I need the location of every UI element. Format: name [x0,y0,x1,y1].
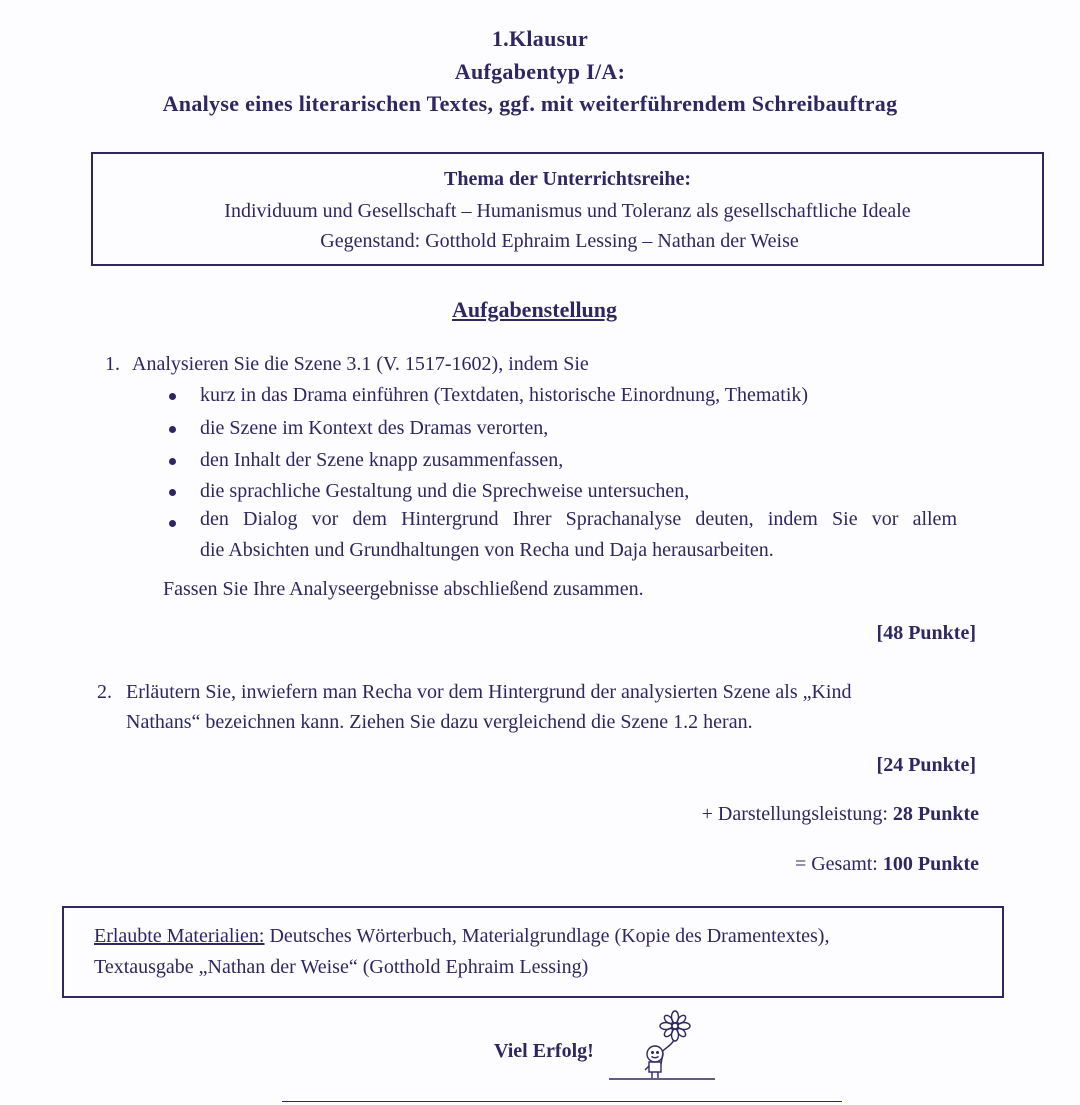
topic-heading: Thema der Unterrichtsreihe: [444,168,691,190]
closing-text: Viel Erfolg! [494,1040,594,1062]
flower-figure-icon [605,1008,725,1088]
bullet-icon [169,489,176,496]
total-score [795,853,979,876]
presentation-score [702,803,979,826]
presentation-value: 28 Punkte [892,803,979,825]
materials-box [62,906,1004,998]
bullet-icon [169,393,176,400]
task-type: Aufgabentyp I/A: [454,59,626,84]
materials-line-1 [94,925,829,948]
task1-bullet-3: den Inhalt der Szene knapp zusammenfassen, [200,449,564,471]
task1-bullet-5-continued: die Absichten und Grundhaltungen von Recha und Daja herausarbeiten. [200,539,774,561]
presentation-label: + Darstellungsleistung: [701,803,888,825]
materials-label: Erlaubte Materialien: [94,925,265,947]
task1-bullet-4: die sprachliche Gestaltung und die Sprechweise untersuchen, [200,480,690,502]
task1-number: 1. [105,353,120,375]
topic-line-2: Gegenstand: Gotthold Ephraim Lessing – Nathan der Weise [320,230,799,252]
total-label: = Gesamt: [794,853,878,875]
tasks-heading: Aufgabenstellung [452,297,618,322]
task2-points: [24 Punkte] [876,754,976,776]
topic-line-1: Individuum und Gesellschaft – Humanismus und Toleranz als gesellschaftliche Ideale [224,200,911,222]
task1-points: [48 Punkte] [876,622,976,644]
task1-bullet-1: kurz in das Drama einführen (Textdaten, historische Einordnung, Thematik) [200,384,809,406]
bullet-icon [169,458,176,465]
exam-title: 1.Klausur [491,26,589,51]
task2-number: 2. [97,681,112,703]
task-type-description: Analyse eines literarischen Textes, ggf. mit weiterführendem Schreibauftrag [162,91,898,116]
topic-box [91,152,1044,266]
task2-line-2: Nathans“ bezeichnen kann. Ziehen Sie dazu vergleichend die Szene 1.2 heran. [126,711,753,733]
task1-bullet-2: die Szene im Kontext des Dramas verorten, [200,417,549,439]
bottom-rule [282,1101,842,1102]
task2-line-1: Erläutern Sie, inwiefern man Recha vor dem Hintergrund der analysierten Szene als „Kind [126,681,852,703]
materials-list: Deutsches Wörterbuch, Materialgrundlage (Kopie des Dramentextes), [264,925,830,947]
bullet-icon [169,520,176,527]
task1-bullet-5: den Dialog vor dem Hintergrund Ihrer Sprachanalyse deuten, indem Sie vor allem [200,508,957,530]
task1-intro: Analysieren Sie die Szene 3.1 (V. 1517-1602), indem Sie [132,353,589,375]
task1-summary: Fassen Sie Ihre Analyseergebnisse abschließend zusammen. [163,578,644,600]
materials-line-2: Textausgabe „Nathan der Weise“ (Gotthold Ephraim Lessing) [94,956,589,978]
total-value: 100 Punkte [882,853,979,875]
bullet-icon [169,426,176,433]
